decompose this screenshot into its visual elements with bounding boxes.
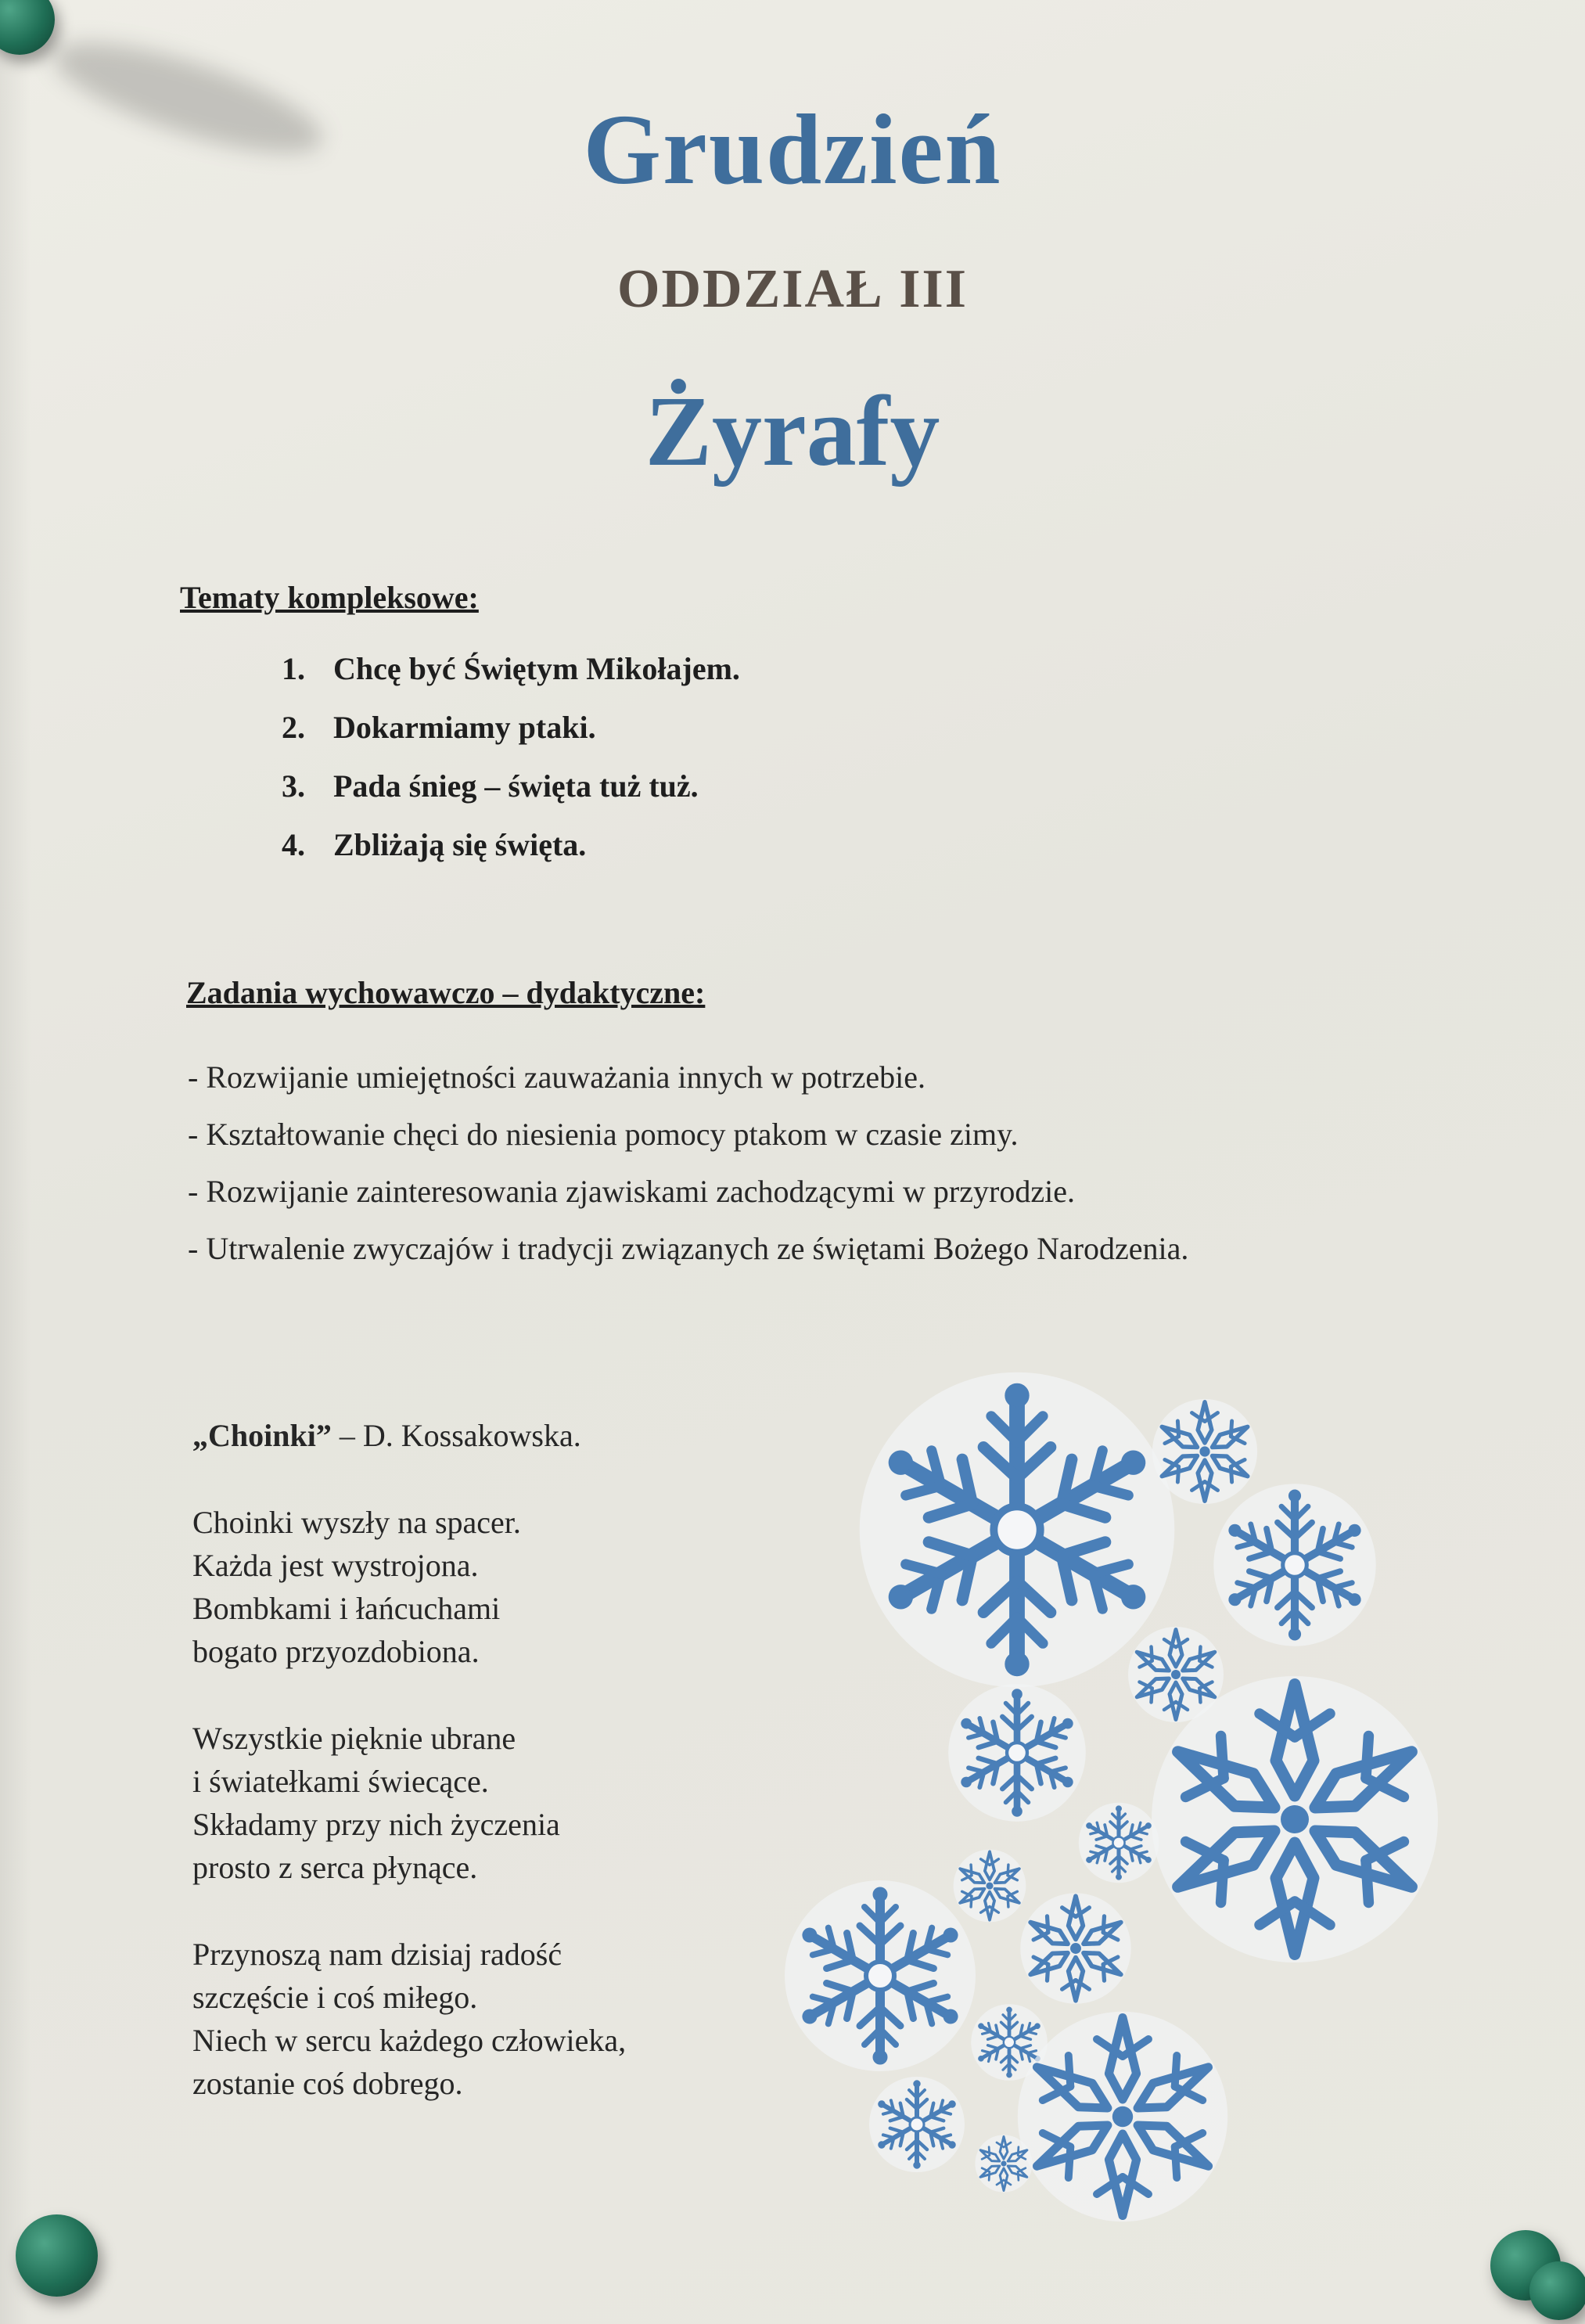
item-text: Zbliżają się święta. — [333, 827, 587, 862]
topics-heading: Tematy kompleksowe: — [180, 580, 479, 615]
poem-line: Przynoszą nam dzisiaj radość — [192, 1937, 562, 1972]
poem-line: bogato przyozdobiona. — [192, 1634, 480, 1669]
snowflake-icon — [1079, 1803, 1159, 1883]
poem-author: – D. Kossakowska. — [331, 1418, 581, 1453]
item-number: 1. — [282, 651, 305, 686]
item-text: Pada śnieg – święta tuż tuż. — [333, 768, 699, 804]
item-text: Chcę być Świętym Mikołajem. — [333, 651, 740, 686]
page-title: Grudzień — [583, 94, 1002, 205]
poem-title: „Choinki” — [192, 1418, 332, 1453]
snowflake-icon — [869, 2077, 965, 2172]
snowflake-icon — [1152, 1676, 1438, 1962]
goals-heading: Zadania wychowawczo – dydaktyczne: — [186, 975, 706, 1010]
poem-line: i światełkami świecące. — [192, 1764, 489, 1799]
poem-line: zostanie coś dobrego. — [192, 2066, 463, 2101]
poem-line: Niech w sercu każdego człowieka, — [192, 2023, 627, 2058]
poem-line: Choinki wyszły na spacer. — [192, 1505, 521, 1540]
poem-line: Wszystkie pięknie ubrane — [192, 1721, 516, 1756]
snowflake-icon — [954, 1850, 1026, 1923]
poem-line: prosto z serca płynące. — [192, 1850, 478, 1885]
snowflake-icon — [1152, 1399, 1257, 1504]
item-number: 4. — [282, 827, 305, 862]
list-item: - Utrwalenie zwyczajów i tradycji związanych ze świętami Bożego Narodzenia. — [188, 1231, 1189, 1266]
item-text: Dokarmiamy ptaki. — [333, 710, 596, 745]
snowflake-icon — [1213, 1484, 1375, 1646]
group-title: Żyrafy — [645, 376, 940, 487]
snowflake-icon — [1020, 1893, 1131, 2004]
poem-line: Składamy przy nich życzenia — [192, 1807, 560, 1842]
poem-line: szczęście i coś miłego. — [192, 1980, 478, 2015]
poem-line: Bombkami i łańcuchami — [192, 1591, 501, 1626]
snowflake-icon — [1018, 2012, 1227, 2221]
snowflake-icon — [948, 1684, 1086, 1822]
poem-line: Każda jest wystrojona. — [192, 1548, 479, 1583]
snowflake-icon — [975, 2135, 1032, 2192]
unit-title: ODDZIAŁ III — [617, 259, 968, 319]
list-item: - Kształtowanie chęci do niesienia pomocy ptakom w czasie zimy. — [188, 1117, 1019, 1152]
list-item: - Rozwijanie umiejętności zauważania innych w potrzebie. — [188, 1059, 925, 1095]
snowflake-icon — [785, 1880, 976, 2071]
item-number: 3. — [282, 768, 305, 804]
snowflake-icon — [860, 1372, 1175, 1688]
list-item: - Rozwijanie zainteresowania zjawiskami zachodzącymi w przyrodzie. — [188, 1174, 1075, 1209]
item-number: 2. — [282, 710, 305, 745]
